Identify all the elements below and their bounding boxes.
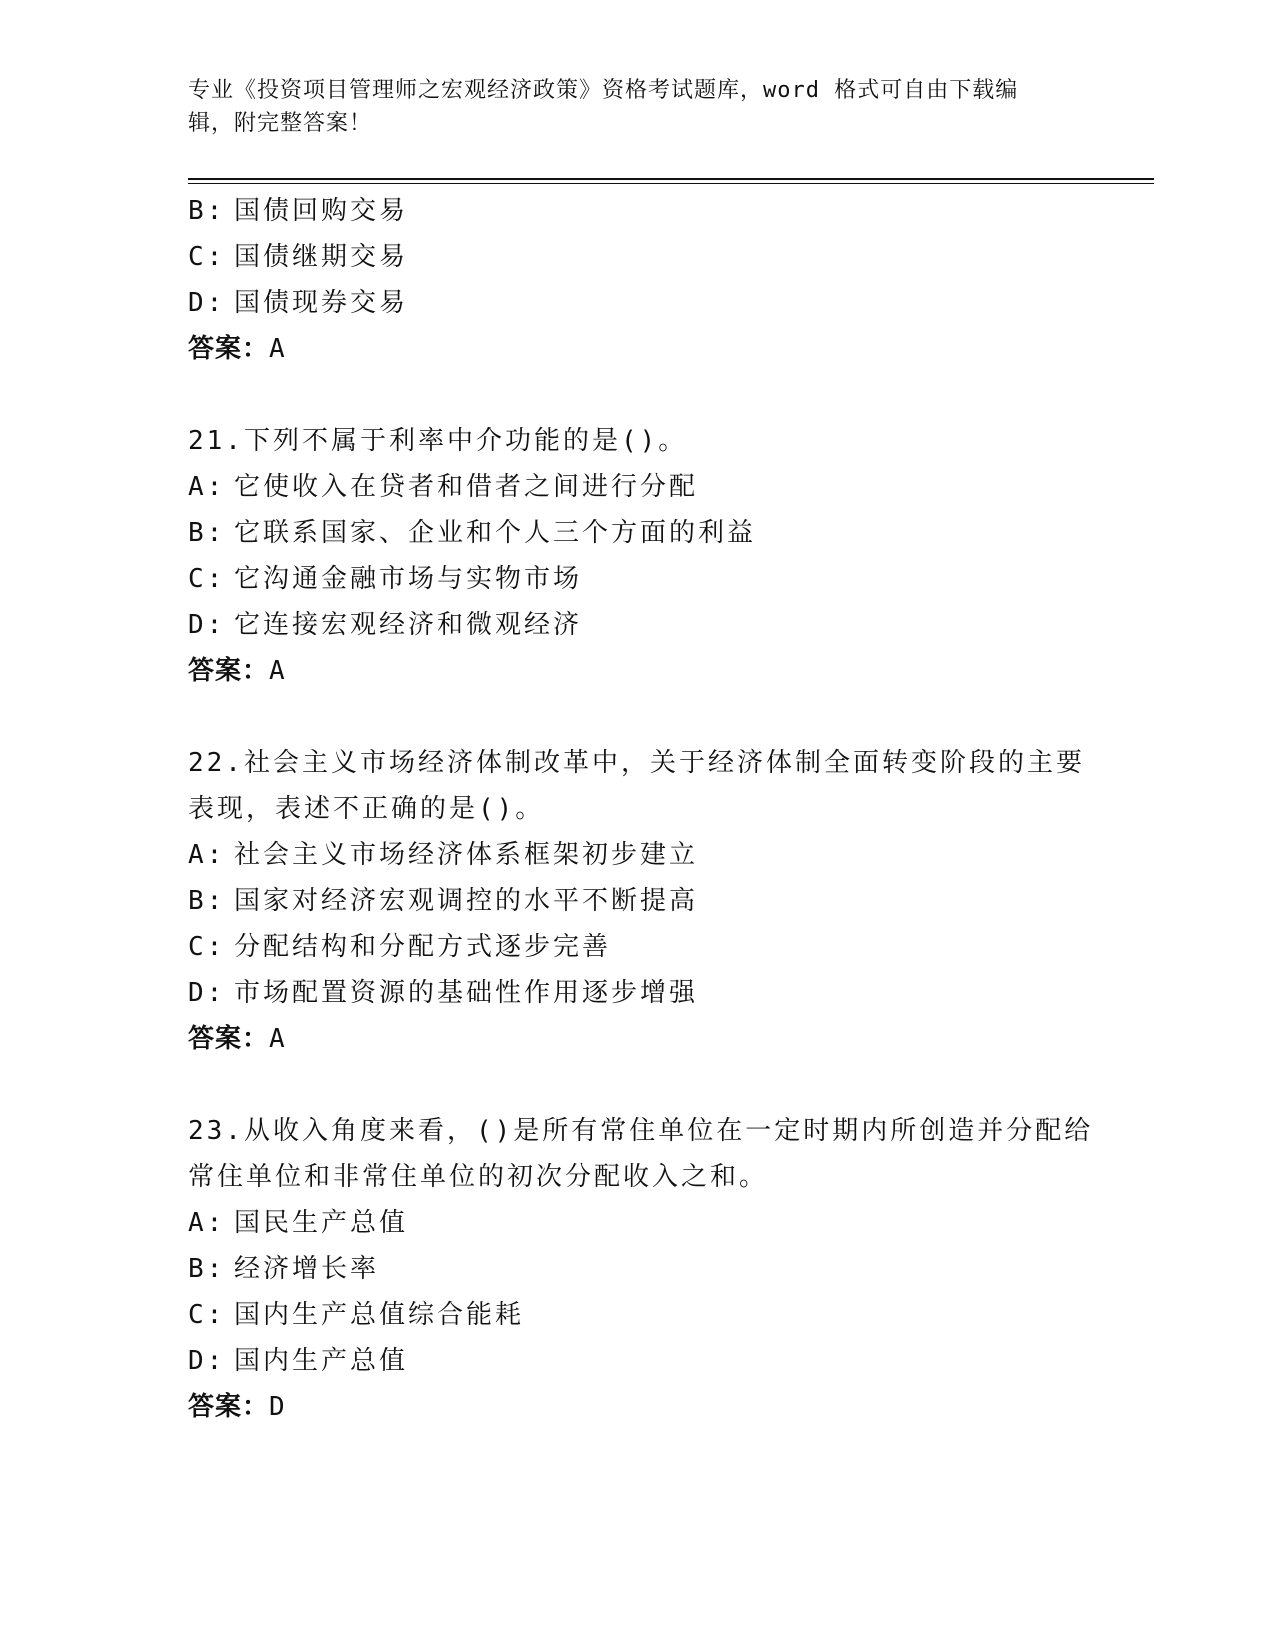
option-text: 国家对经济宏观调控的水平不断提高	[234, 886, 699, 916]
header-line-2: 辑，附完整答案！	[188, 111, 373, 136]
option-letter: A:	[188, 472, 226, 502]
option-line	[188, 1200, 1088, 1246]
answer-value: A	[269, 334, 288, 364]
answer-value: D	[269, 1392, 288, 1422]
option-line	[188, 878, 1088, 924]
answer-label: 答案：	[188, 1392, 270, 1422]
option-letter: B:	[188, 886, 226, 916]
option-line	[188, 832, 1088, 878]
question-stem-continued: 表现，表述不正确的是()。	[188, 794, 545, 824]
option-letter: C:	[188, 564, 226, 594]
spacer	[188, 694, 1088, 740]
option-line	[188, 1246, 1088, 1292]
answer-line	[188, 1384, 1088, 1430]
option-text: 经济增长率	[234, 1254, 380, 1284]
option-text: 分配结构和分配方式逐步完善	[234, 932, 612, 962]
option-text: 它沟通金融市场与实物市场	[234, 564, 583, 594]
option-line	[188, 1338, 1088, 1384]
option-letter: D:	[188, 978, 226, 1008]
option-line	[188, 188, 1088, 234]
option-letter: A:	[188, 1208, 226, 1238]
option-text: 国内生产总值	[234, 1346, 409, 1376]
option-line	[188, 924, 1088, 970]
option-letter: B:	[188, 1254, 226, 1284]
option-text: 国内生产总值综合能耗	[234, 1300, 525, 1330]
option-line	[188, 510, 1088, 556]
answer-value: A	[269, 656, 288, 686]
question-22	[188, 740, 1088, 1062]
answer-label: 答案：	[188, 1024, 270, 1054]
header-line-1: 专业《投资项目管理师之宏观经济政策》资格考试题库，word 格式可自由下载编	[188, 78, 1019, 103]
option-letter: B:	[188, 518, 226, 548]
option-text: 社会主义市场经济体系框架初步建立	[234, 840, 699, 870]
question-21	[188, 418, 1088, 694]
answer-value: A	[269, 1024, 288, 1054]
option-text: 市场配置资源的基础性作用逐步增强	[234, 978, 699, 1008]
question-partial	[188, 188, 1088, 372]
option-letter: A:	[188, 840, 226, 870]
answer-label: 答案：	[188, 334, 270, 364]
option-line	[188, 234, 1088, 280]
option-letter: C:	[188, 1300, 226, 1330]
option-text: 它连接宏观经济和微观经济	[234, 610, 583, 640]
option-letter: C:	[188, 242, 226, 272]
option-text: 它联系国家、企业和个人三个方面的利益	[234, 518, 757, 548]
question-stem-continued: 常住单位和非常住单位的初次分配收入之和。	[188, 1162, 769, 1192]
option-line	[188, 1292, 1088, 1338]
answer-label: 答案：	[188, 656, 270, 686]
option-letter: B:	[188, 196, 226, 226]
header-divider-thin	[188, 183, 1154, 184]
question-stem: 22.社会主义市场经济体制改革中，关于经济体制全面转变阶段的主要	[188, 748, 1085, 778]
option-text: 它使收入在贷者和借者之间进行分配	[234, 472, 699, 502]
option-letter: C:	[188, 932, 226, 962]
option-line	[188, 970, 1088, 1016]
header-divider-thick	[188, 178, 1154, 180]
question-stem: 23.从收入角度来看，()是所有常住单位在一定时期内所创造并分配给	[188, 1116, 1094, 1146]
option-line	[188, 602, 1088, 648]
option-text: 国民生产总值	[234, 1208, 409, 1238]
question-23	[188, 1108, 1094, 1430]
option-text: 国债回购交易	[234, 196, 409, 226]
answer-line	[188, 326, 1088, 372]
option-line	[188, 464, 1088, 510]
answer-line	[188, 648, 1088, 694]
spacer	[188, 372, 1088, 418]
option-text: 国债继期交易	[234, 242, 409, 272]
option-line	[188, 556, 1088, 602]
question-stem: 21.下列不属于利率中介功能的是()。	[188, 426, 688, 456]
option-letter: D:	[188, 1346, 226, 1376]
spacer	[188, 1062, 1088, 1108]
answer-line	[188, 1016, 1088, 1062]
document-header	[188, 74, 1088, 140]
question-list	[188, 188, 1094, 1430]
option-letter: D:	[188, 610, 226, 640]
option-letter: D:	[188, 288, 226, 318]
option-text: 国债现券交易	[234, 288, 409, 318]
option-line	[188, 280, 1088, 326]
